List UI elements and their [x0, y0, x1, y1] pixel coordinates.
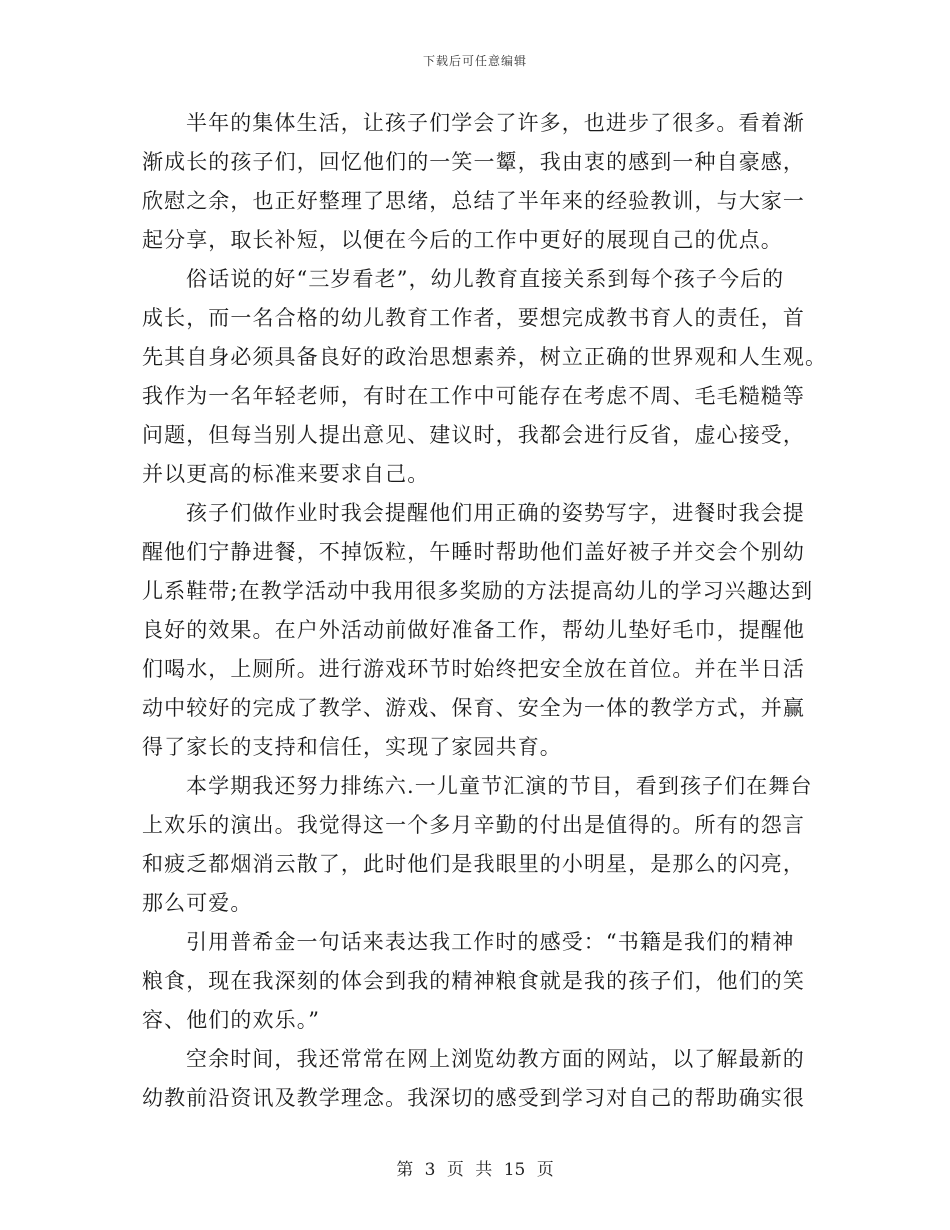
paragraph-2-line-2: 成长，而一名合格的幼儿教育工作者，要想完成教书育人的责任，首 — [142, 306, 805, 330]
paragraph-3-line-3: 儿系鞋带;在教学活动中我用很多奖励的方法提高幼儿的学习兴趣达到 — [142, 579, 814, 603]
paragraph-1-line-1: 半年的集体生活，让孩子们学会了许多，也进步了很多。看着渐 — [186, 111, 805, 135]
page-header: 下载后可任意编辑 — [422, 54, 527, 68]
paragraph-3-line-7: 得了家长的支持和信任，实现了家园共育。 — [142, 735, 562, 759]
paragraph-1-line-2: 渐成长的孩子们，回忆他们的一笑一颦，我由衷的感到一种自豪感， — [142, 150, 805, 174]
paragraph-1-line-3: 欣慰之余，也正好整理了思绪，总结了半年来的经验教训，与大家一 — [142, 189, 805, 213]
paragraph-6-line-2: 幼教前沿资讯及教学理念。我深切的感受到学习对自己的帮助确实很 — [142, 1086, 805, 1110]
paragraph-3-line-4: 良好的效果。在户外活动前做好准备工作，帮幼儿垫好毛巾，提醒他 — [142, 618, 805, 642]
paragraph-2-line-4: 我作为一名年轻老师，有时在工作中可能存在考虑不周、毛毛糙糙等 — [142, 384, 805, 408]
paragraph-3-line-2: 醒他们宁静进餐，不掉饭粒，午睡时帮助他们盖好被子并交会个别幼 — [142, 540, 805, 564]
paragraph-4-line-4: 那么可爱。 — [142, 891, 253, 915]
paragraph-2-line-5: 问题，但每当别人提出意见、建议时，我都会进行反省，虚心接受， — [142, 423, 805, 447]
document-body — [142, 104, 828, 1118]
page-number-footer: 第 3 页 共 15 页 — [396, 1160, 554, 1180]
paragraph-5-line-3: 容、他们的欢乐。” — [142, 1008, 321, 1032]
paragraph-4-line-1: 本学期我还努力排练六.一儿童节汇演的节目，看到孩子们在舞台 — [186, 774, 813, 798]
paragraph-6-line-1: 空余时间，我还常常在网上浏览幼教方面的网站，以了解最新的 — [186, 1047, 805, 1071]
paragraph-5-line-2: 粮食，现在我深刻的体会到我的精神粮食就是我的孩子们，他们的笑 — [142, 969, 805, 993]
paragraph-1-line-4: 起分享，取长补短，以便在今后的工作中更好的展现自己的优点。 — [142, 228, 783, 252]
paragraph-3-line-5: 们喝水，上厕所。进行游戏环节时始终把安全放在首位。并在半日活 — [142, 657, 805, 681]
paragraph-4-line-2: 上欢乐的演出。我觉得这一个多月辛勤的付出是值得的。所有的怨言 — [142, 813, 805, 837]
paragraph-2-line-1: 俗话说的好“三岁看老”，幼儿教育直接关系到每个孩子今后的 — [186, 267, 785, 291]
paragraph-3-line-1: 孩子们做作业时我会提醒他们用正确的姿势写字，进餐时我会提 — [186, 501, 805, 525]
paragraph-4-line-3: 和疲乏都烟消云散了，此时他们是我眼里的小明星，是那么的闪亮， — [142, 852, 805, 876]
paragraph-3-line-6: 动中较好的完成了教学、游戏、保育、安全为一体的教学方式，并赢 — [142, 696, 805, 720]
paragraph-2-line-3: 先其自身必须具备良好的政治思想素养，树立正确的世界观和人生观。 — [142, 345, 828, 369]
paragraph-5-line-1: 引用普希金一句话来表达我工作时的感受：“书籍是我们的精神 — [186, 930, 795, 954]
paragraph-2-line-6: 并以更高的标准来要求自己。 — [142, 462, 430, 486]
